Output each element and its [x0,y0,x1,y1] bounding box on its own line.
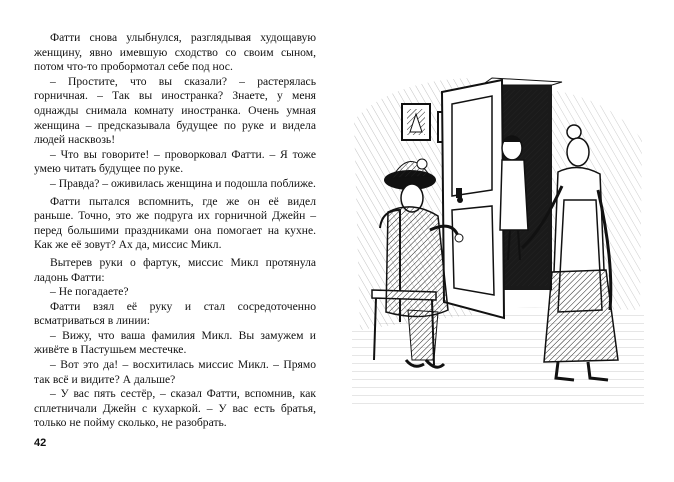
paragraph-11: – У вас пять сестёр, – сказал Фатти, вспомнив, как сплетничали Джейн с кухаркой. – У вас есть братья, только не пойму сколько, не разобрать. [34,387,316,430]
paragraph-4: – Правда? – оживилась женщина и подошла поближе. [50,176,316,190]
paragraph-1: Фатти снова улыбнулся, разглядывая худощавую женщину, явно имевшую сходство со своим сыном, потом что-то пробормотал себе под нос. [34,31,316,74]
paragraph-7: – Не погадаете? [50,285,129,299]
paragraph-8: Фатти взял её руку и стал сосредоточенно всматриваться в линии: [34,299,316,328]
paragraph-3: – Что вы говорите! – проворковал Фатти. – Я тоже умею читать будущее по руке. [34,147,316,176]
page-number: 42 [34,437,47,449]
paragraph-10: – Вот это да! – восхитилась миссис Микл. – Прямо так всё и видите? А дальше? [34,358,316,386]
paragraph-6: Вытерев руки о фартук, миссис Микл протянула ладонь Фатти: [34,255,316,284]
illustration [352,60,644,410]
text-column [34,31,316,431]
paragraph-5: Фатти пытался вспомнить, где же он её видел раньше. Точно, это же подруга их горничной Джейн – перед большими праздниками она помогает на кухне. Как же её зовут? Ах да, миссис Микл. [34,194,316,252]
open-door [442,80,504,318]
wall-picture-left [402,104,430,140]
paragraph-9: – Вижу, что ваша фамилия Микл. Вы замужем и живёте в Пастушьем местечке. [34,328,316,357]
paragraph-2: – Простите, что вы сказали? – растерялась горничная. – Так вы иностранка? Знаете, у меня однажды снимала комнату иностранка. Очень умная женщина – предсказывала будущее по руке и видела людей насквозь! [34,74,316,147]
